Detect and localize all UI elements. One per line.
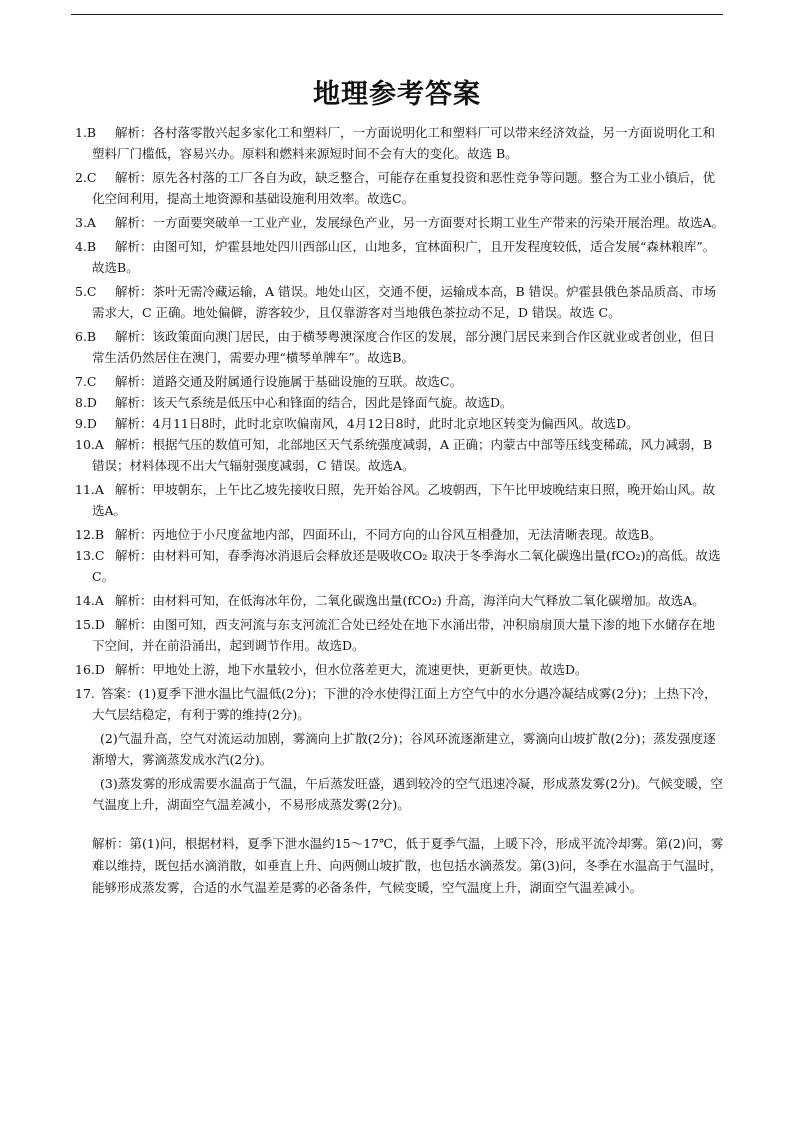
answer-text: 解析：一方面要突破单一工业产业，发展绿色产业，另一方面要对长期工业生产带来的污染开展治理。故选A。	[115, 215, 725, 230]
answer-number: 14.A	[75, 593, 104, 608]
answer-text: 解析：该天气系统是低压中心和锋面的结合，因此是锋面气旋。故选D。	[115, 395, 513, 410]
answer-item-11	[75, 479, 725, 521]
answer-item-10	[75, 434, 725, 476]
answer-number: 15.D	[75, 617, 105, 632]
answer-number: 17.	[75, 686, 95, 701]
q17-explanation: 解析：第(1)问，根据材料，夏季下泄水温约15～17℃，低于夏季气温，上暖下冷，形成平流冷却雾。第(2)问，雾难以维持，既包括水滴消散，如垂直上升、向两侧山坡扩散，也包括水滴蒸发。第(3)问，冬季在水温高于气温时，能够形成蒸发雾，合适的水气温差是雾的必备条件，气候变暖，空气温度上升，湖面空气温差减小。	[92, 836, 724, 895]
answer-text: 解析：甲地处上游，地下水量较小，但水位落差更大，流速更快，更新更快。故选D。	[115, 662, 588, 677]
answer-item-8	[75, 392, 725, 413]
answer-text: 解析：丙地位于小尺度盆地内部，四面环山，不同方向的山谷风互相叠加，无法清晰表现。故选B。	[115, 527, 662, 542]
answer-number: 11.A	[75, 482, 104, 497]
answer-text: 解析：道路交通及附属通行设施属于基础设施的互联。故选C。	[115, 374, 463, 389]
answer-item-17	[75, 683, 725, 899]
answer-item-15	[75, 614, 725, 656]
answer-text: 解析：原先各村落的工厂各自为政，缺乏整合，可能存在重复投资和恶性竞争等问题。整合为工业小镇后，优化空间利用，提高土地资源和基础设施利用效率。故选C。	[92, 170, 716, 206]
answer-item-5	[75, 281, 725, 323]
answer-number: 9.D	[75, 416, 97, 431]
answer-number: 7.C	[75, 374, 97, 389]
answer-text: 解析：茶叶无需冷藏运输，A 错误。地处山区，交通不便，运输成本高，B 错误。炉霍县俄色茶品质高、市场需求大，C 正确。地处偏僻，游客较少，且仅靠游客对当地俄色茶拉动不足，D 错误。故选 C。	[92, 284, 717, 320]
answer-text: 解析：各村落零散兴起多家化工和塑料厂，一方面说明化工和塑料厂可以带来经济效益，另一方面说明化工和塑料厂门槛低，容易兴办。原料和燃料来源短时间不会有大的变化。故选 B。	[92, 125, 716, 161]
answer-text: 答案：(1)夏季下泄水温比气温低(2分)；下泄的冷水使得江面上方空气中的水分遇冷凝结成雾(2分)；上热下冷，大气层结稳定，有利于雾的维持(2分)。	[92, 686, 717, 722]
answer-number: 3.A	[75, 215, 96, 230]
answer-text: 解析：4月11日8时，此时北京吹偏南风，4月12日8时，此时北京地区转变为偏西风。故选D。	[115, 416, 639, 431]
answer-item-9	[75, 413, 725, 434]
answer-text: 解析：甲坡朝东，上午比乙坡先接收日照，先开始谷风。乙坡朝西，下午比甲坡晚结束日照，晚开始山风。故选A。	[92, 482, 716, 518]
answer-text: 解析：根据气压的数值可知，北部地区天气系统强度减弱，A 正确；内蒙古中部等压线变稀疏，风力减弱，B 错误；材料体现不出大气辐射强度减弱，C 错误。故选A。	[92, 437, 713, 473]
answer-number: 13.C	[75, 548, 105, 563]
answer-item-6	[75, 326, 725, 368]
answer-number: 6.B	[75, 329, 97, 344]
answer-item-13	[75, 545, 725, 587]
answer-item-7	[75, 371, 725, 392]
answer-text: 解析：该政策面向澳门居民，由于横琴粤澳深度合作区的发展，部分澳门居民来到合作区就业或者创业，但日常生活仍然居住在澳门，需要办理“横琴单牌车”。故选B。	[92, 329, 716, 365]
answer-text: 解析：由材料可知，在低海冰年份，二氧化碳逸出量(fCO₂) 升高，海洋向大气释放二氧化碳增加。故选A。	[115, 593, 705, 608]
q17-answer-parts	[75, 728, 725, 815]
answer-number: 10.A	[75, 437, 104, 452]
answer-text: 解析：由图可知，炉霍县地处四川西部山区，山地多，宜林面积广，且开发程度较低，适合发展“森林粮库”。故选B。	[92, 239, 716, 275]
answer-text: 解析：由图可知，西支河流与东支河流汇合处已经处在地下水涌出带，冲积扇扇顶大量下渗的地下水储存在地下空间，并在前沿涌出，起到调节作用。故选D。	[92, 617, 716, 653]
answer-number: 16.D	[75, 662, 105, 677]
answer-item-3	[75, 212, 725, 233]
answer-item-2	[75, 167, 725, 209]
answer-item-16	[75, 659, 725, 680]
answer-number: 12.B	[75, 527, 105, 542]
header-rule	[71, 14, 723, 15]
q17-answer-part1	[75, 683, 725, 725]
answer-item-1	[75, 122, 725, 164]
answer-number: 2.C	[75, 170, 97, 185]
q17-answer-part3: (3)蒸发雾的形成需要水温高于气温，午后蒸发旺盛，遇到较冷的空气迅速冷凝，形成蒸发雾(2分)。气候变暖，空气温度上升，湖面空气温差减小，不易形成蒸发雾(2分)。	[92, 776, 723, 812]
page-title: 地理参考答案	[313, 79, 481, 110]
answer-number: 4.B	[75, 239, 97, 254]
q17-answer-part2: (2)气温升高，空气对流运动加剧，雾滴向上扩散(2分)；谷风环流逐渐建立，雾滴向山坡扩散(2分)；蒸发强度逐渐增大，雾滴蒸发成水汽(2分)。	[92, 731, 716, 767]
answer-item-4	[75, 236, 725, 278]
answer-text: 解析：由材料可知，春季海冰消退后会释放还是吸收CO₂ 取决于冬季海水二氧化碳逸出量(fCO₂)的高低。故选C。	[92, 548, 721, 584]
answer-number: 1.B	[75, 125, 97, 140]
answer-number: 8.D	[75, 395, 97, 410]
answer-item-12	[75, 524, 725, 545]
answer-number: 5.C	[75, 284, 97, 299]
answer-list	[75, 122, 725, 912]
answer-item-14	[75, 590, 725, 611]
